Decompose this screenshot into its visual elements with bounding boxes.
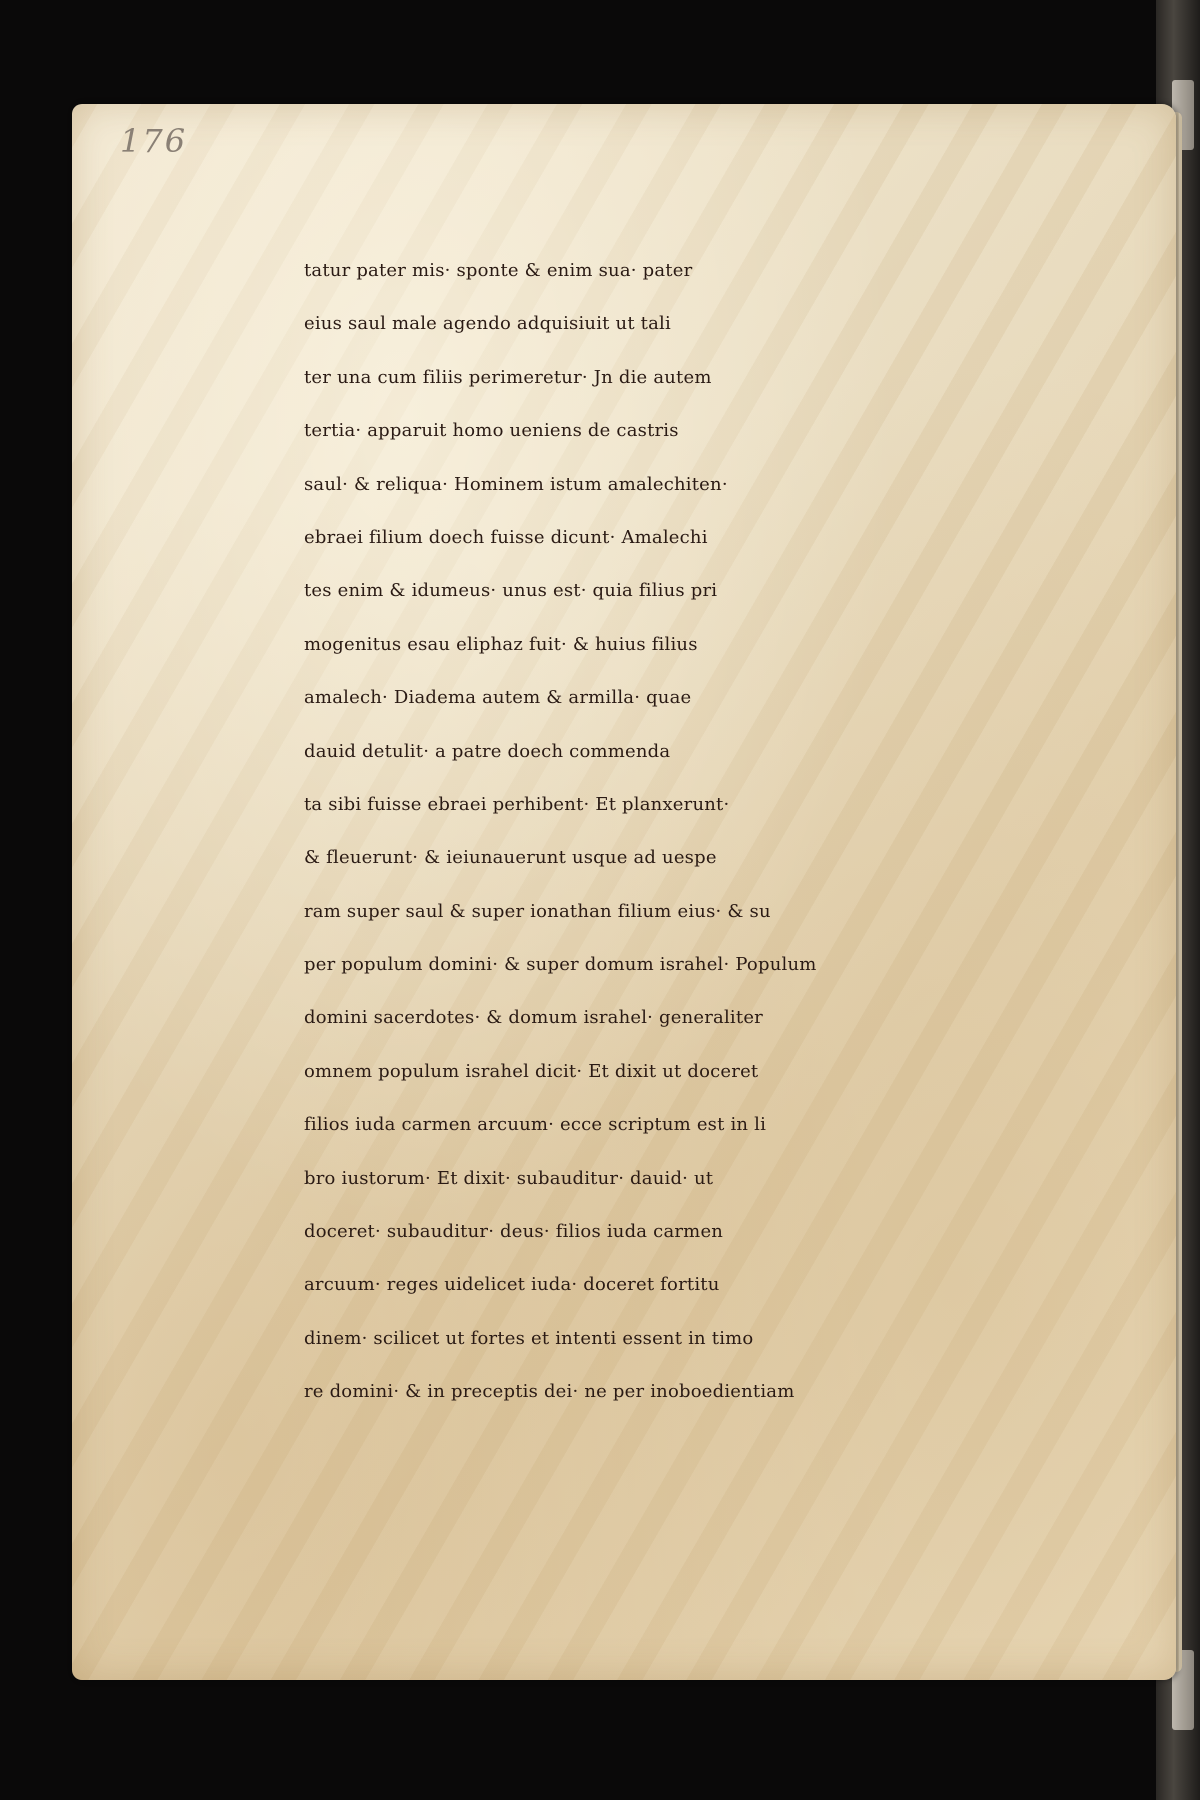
text-line: arcuum· reges uidelicet iuda· doceret fortitu [304, 1274, 720, 1296]
text-line: eius saul male agendo adquisiuit ut tali [304, 313, 671, 335]
text-line: ter una cum filiis perimeretur· Jn die autem [304, 366, 712, 388]
folio-number: 176 [120, 122, 188, 160]
text-line: bro iustorum· Et dixit· subauditur· dauid· ut [304, 1167, 714, 1189]
parchment-page [72, 104, 1176, 1680]
text-line: mogenitus esau eliphaz fuit· & huius filius [304, 633, 698, 655]
text-line: dinem· scilicet ut fortes et intenti essent in timo [304, 1327, 754, 1349]
text-line: omnem populum israhel dicit· Et dixit ut doceret [304, 1060, 759, 1082]
text-line: amalech· Diadema autem & armilla· quae [304, 687, 692, 709]
text-line: ebraei filium doech fuisse dicunt· Amalechi [304, 526, 708, 548]
text-line: tertia· apparuit homo ueniens de castris [304, 420, 679, 442]
text-line: filios iuda carmen arcuum· ecce scriptum est in li [304, 1114, 767, 1136]
text-line: & fleuerunt· & ieiunauerunt usque ad uespe [304, 847, 717, 869]
text-line: domini sacerdotes· & domum israhel· generaliter [304, 1007, 763, 1029]
text-block [304, 244, 1174, 1419]
text-line: saul· & reliqua· Hominem istum amalechiten· [304, 473, 728, 495]
text-line: tatur pater mis· sponte & enim sua· pater [304, 260, 693, 281]
text-line: dauid detulit· a patre doech commenda [304, 740, 671, 762]
text-line: ta sibi fuisse ebraei perhibent· Et planxerunt· [304, 793, 730, 815]
text-line: per populum domini· & super domum israhel· Populum [304, 954, 817, 976]
text-line: re domini· & in preceptis dei· ne per inoboedientiam [304, 1381, 795, 1403]
text-line: tes enim & idumeus· unus est· quia filius pri [304, 580, 718, 602]
text-line: ram super saul & super ionathan filium eius· & su [304, 900, 771, 922]
text-line: doceret· subauditur· deus· filios iuda carmen [304, 1221, 724, 1243]
